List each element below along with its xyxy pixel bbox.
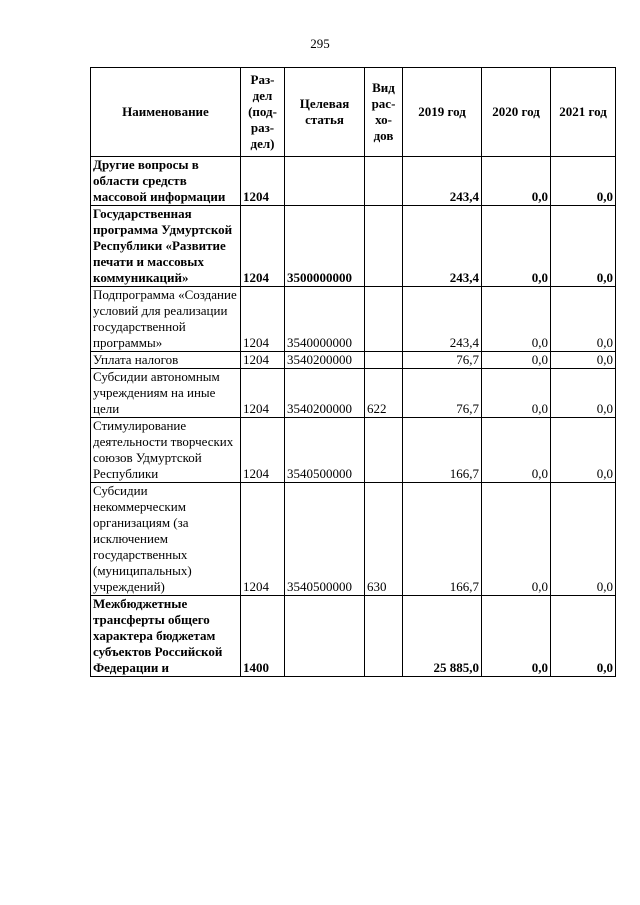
- row-name: Субсидии некоммерческим организациям (за исключением государственных (муниципальных) учреждений): [91, 483, 241, 596]
- table-header-row: [91, 68, 616, 157]
- row-expense: 630: [365, 483, 403, 596]
- table-row: [91, 206, 616, 287]
- row-2020: 0,0: [482, 352, 551, 369]
- row-section: 1204: [241, 483, 285, 596]
- budget-table: [90, 67, 616, 677]
- row-target: 3540500000: [285, 418, 365, 483]
- row-2020: 0,0: [482, 418, 551, 483]
- row-name: Подпрограмма «Создание условий для реализации государственной программы»: [91, 287, 241, 352]
- table-row: [91, 483, 616, 596]
- page-number: 295: [310, 36, 330, 51]
- header-2019: 2019 год: [403, 68, 482, 157]
- row-section: 1400: [241, 596, 285, 677]
- row-target: 3540000000: [285, 287, 365, 352]
- row-2021: 0,0: [551, 206, 616, 287]
- row-expense: [365, 287, 403, 352]
- table-row: [91, 596, 616, 677]
- row-expense: [365, 596, 403, 677]
- header-expense: Вид рас-хо-дов: [365, 68, 403, 157]
- row-name: Субсидии автономным учреждениям на иные цели: [91, 369, 241, 418]
- row-target: 3540200000: [285, 369, 365, 418]
- row-expense: [365, 206, 403, 287]
- row-2019: 243,4: [403, 206, 482, 287]
- row-2021: 0,0: [551, 483, 616, 596]
- row-target: 3540200000: [285, 352, 365, 369]
- header-section: Раз-дел (под-раз-дел): [241, 68, 285, 157]
- row-2021: 0,0: [551, 596, 616, 677]
- row-2019: 243,4: [403, 157, 482, 206]
- row-2020: 0,0: [482, 157, 551, 206]
- row-2021: 0,0: [551, 287, 616, 352]
- header-2020: 2020 год: [482, 68, 551, 157]
- row-section: 1204: [241, 418, 285, 483]
- row-expense: [365, 157, 403, 206]
- row-2020: 0,0: [482, 287, 551, 352]
- row-section: 1204: [241, 206, 285, 287]
- row-2021: 0,0: [551, 418, 616, 483]
- row-section: 1204: [241, 369, 285, 418]
- row-2019: 166,7: [403, 418, 482, 483]
- row-2020: 0,0: [482, 206, 551, 287]
- row-section: 1204: [241, 157, 285, 206]
- row-2019: 76,7: [403, 352, 482, 369]
- row-2020: 0,0: [482, 369, 551, 418]
- table-row: [91, 287, 616, 352]
- row-2020: 0,0: [482, 483, 551, 596]
- row-2021: 0,0: [551, 157, 616, 206]
- row-name: Государственная программа Удмуртской Республики «Развитие печати и массовых коммуникаций»: [91, 206, 241, 287]
- row-name: Другие вопросы в области средств массовой информации: [91, 157, 241, 206]
- row-expense: [365, 352, 403, 369]
- row-name: Уплата налогов: [91, 352, 241, 369]
- table-row: [91, 418, 616, 483]
- row-2019: 243,4: [403, 287, 482, 352]
- header-target: Целевая статья: [285, 68, 365, 157]
- header-name: Наименование: [91, 68, 241, 157]
- table-row: [91, 369, 616, 418]
- row-target: [285, 157, 365, 206]
- row-expense: [365, 418, 403, 483]
- row-expense: 622: [365, 369, 403, 418]
- row-2019: 76,7: [403, 369, 482, 418]
- header-2021: 2021 год: [551, 68, 616, 157]
- row-2021: 0,0: [551, 352, 616, 369]
- row-section: 1204: [241, 287, 285, 352]
- row-target: 3500000000: [285, 206, 365, 287]
- row-section: 1204: [241, 352, 285, 369]
- row-name: Стимулирование деятельности творческих союзов Удмуртской Республики: [91, 418, 241, 483]
- row-target: [285, 596, 365, 677]
- row-target: 3540500000: [285, 483, 365, 596]
- row-2021: 0,0: [551, 369, 616, 418]
- row-2020: 0,0: [482, 596, 551, 677]
- row-2019: 25 885,0: [403, 596, 482, 677]
- table-row: [91, 157, 616, 206]
- table-row: [91, 352, 616, 369]
- row-2019: 166,7: [403, 483, 482, 596]
- row-name: Межбюджетные трансферты общего характера бюджетам субъектов Российской Федерации и: [91, 596, 241, 677]
